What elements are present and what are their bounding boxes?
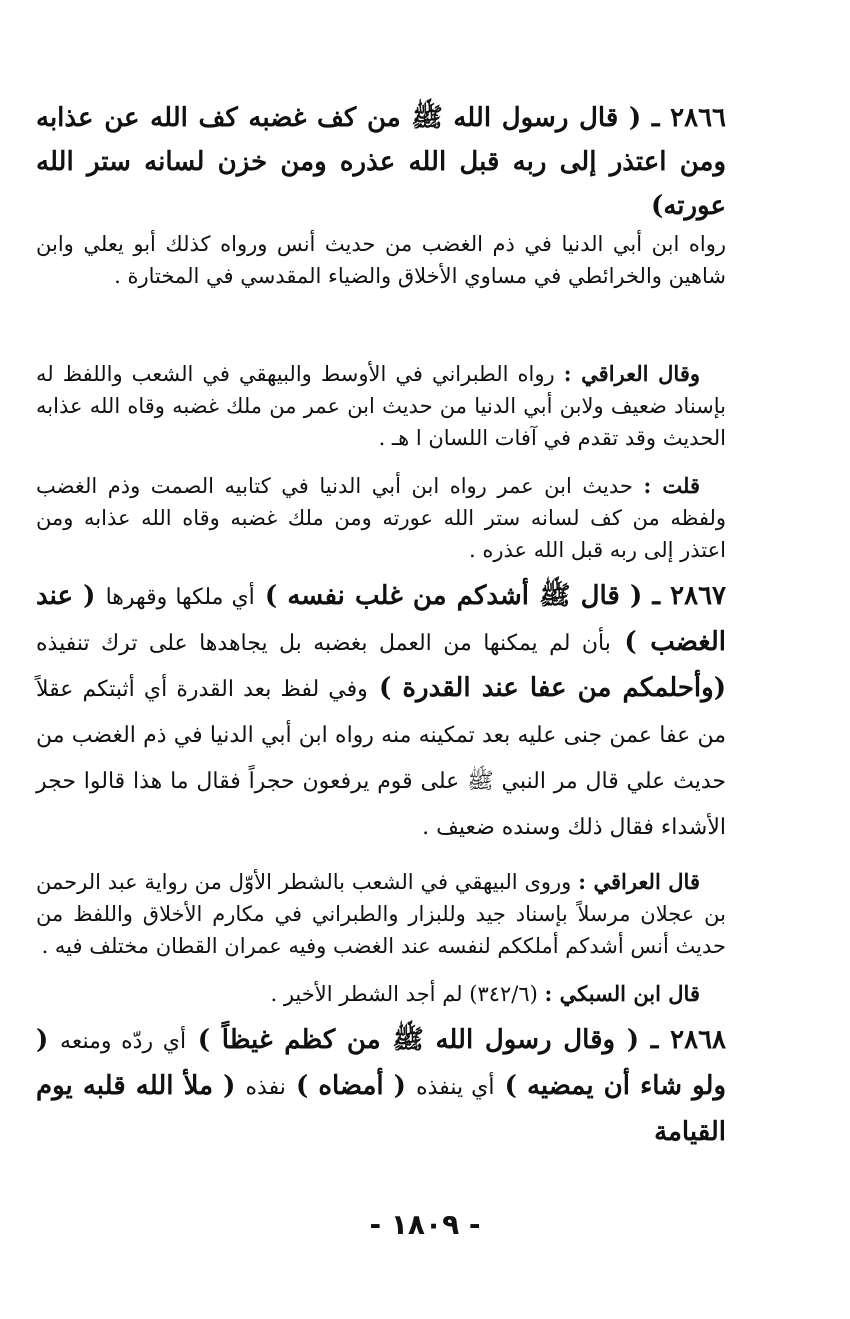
paragraph-gap — [36, 962, 726, 978]
hadith-number: ٢٨٦٦ ـ — [651, 103, 726, 133]
editor-note — [36, 470, 726, 566]
subki-note — [36, 978, 726, 1010]
hadith-2867 — [36, 574, 726, 850]
paragraph-label: قال ابن السبكي : — [544, 981, 700, 1006]
paragraph-text: حديث ابن عمر رواه ابن أبي الدنيا في كتابيه الصمت وذم الغضب ولفظه من كف لسانه ستر الله عورته ومن ملك غضبه وقاه الله عذابه ومن اعتذر إلى ربه قبل الله عذره . — [36, 474, 726, 562]
hadith-commentary: أي ردّه ومنعه — [60, 1029, 187, 1054]
hadith-text: ( قال رسول الله ﷺ من كف غضبه كف الله عن عذابه ومن اعتذر إلى ربه قبل الله عذره ومن خزن لسانه ستر الله عورته) — [36, 103, 726, 221]
hadith-commentary: نفذه — [245, 1075, 286, 1100]
paragraph-label: وقال العراقي : — [563, 361, 700, 386]
iraqi-note — [36, 866, 726, 962]
hadith-matn: (وأحلمكم من عفا عند القدرة ) — [378, 673, 726, 703]
paragraph-gap — [36, 850, 726, 866]
hadith-commentary: أي ملكها وقهرها — [105, 585, 255, 610]
paragraph-gap — [36, 566, 726, 574]
page-number: - ١٨٠٩ - — [369, 1208, 481, 1241]
commentary-paragraph — [36, 228, 726, 292]
iraqi-note — [36, 358, 726, 454]
paragraph-text: رواه الطبراني في الأوسط والبيهقي في الشعب واللفظ له بإسناد ضعيف ولابن أبي الدنيا من حديث ابن عمر من ملك غضبه وقاه الله عذابه الحديث وقد تقدم في آفات اللسان ا هـ . — [36, 362, 726, 450]
hadith-matn: ( عند الغضب ) — [36, 581, 726, 657]
hadith-matn: ( أمضاه ) — [295, 1071, 406, 1101]
paragraph-gap — [36, 454, 726, 470]
hadith-commentary: وفي لفظ بعد القدرة أي أثبتكم عقلاً من عفا عمن جنى عليه بعد تمكينه منه رواه ابن أبي الدنيا في ذم الغضب من حديث علي قال مر النبي ﷺ على قوم يرفعون حجراً فقال ما هذا قالوا حجر الأشداء فقال ذلك وسنده ضعيف . — [36, 677, 726, 840]
paragraph-text: وروى البيهقي في الشعب بالشطر الأوّل من رواية عبد الرحمن بن عجلان مرسلاً بإسناد جيد وللبزار والطبراني في مكارم الأخلاق واللفظ من حديث أنس أشدكم أملككم لنفسه عند الغضب وفيه عمران القطان مختلف فيه . — [36, 870, 726, 958]
paragraph-text: (٣٤٢/٦) لم أجد الشطر الأخير . — [270, 982, 538, 1006]
hadith-2868 — [36, 1018, 726, 1154]
hadith-matn: ( ملأ الله قلبه يوم القيامة — [36, 1071, 726, 1147]
paragraph-label: قلت : — [643, 473, 700, 498]
hadith-number: ٢٨٦٨ ـ — [650, 1025, 726, 1055]
hadith-commentary: أي ينفذه — [416, 1075, 495, 1100]
hadith-commentary: بأن لم يمكنها من العمل بغضبه بل يجاهدها على ترك تنفيذه — [36, 631, 611, 656]
hadith-2866 — [36, 96, 726, 228]
paragraph-label: قال العراقي : — [578, 869, 700, 894]
hadith-matn: ( ولو شاء أن يمضيه ) — [36, 1025, 727, 1101]
paragraph-text: رواه ابن أبي الدنيا في ذم الغضب من حديث أنس ورواه كذلك أبو يعلي وابن شاهين والخرائطي في مساوي الأخلاق والضياء المقدسي في المختارة . — [36, 232, 726, 288]
page-body — [36, 96, 726, 1154]
paragraph-gap — [36, 292, 726, 358]
paragraph-gap — [36, 1010, 726, 1018]
hadith-number: ٢٨٦٧ ـ — [652, 581, 726, 611]
hadith-matn: ( قال ﷺ أشدكم من غلب نفسه ) — [264, 581, 643, 611]
hadith-matn: ( وقال رسول الله ﷺ من كظم غيظاً ) — [197, 1025, 640, 1055]
